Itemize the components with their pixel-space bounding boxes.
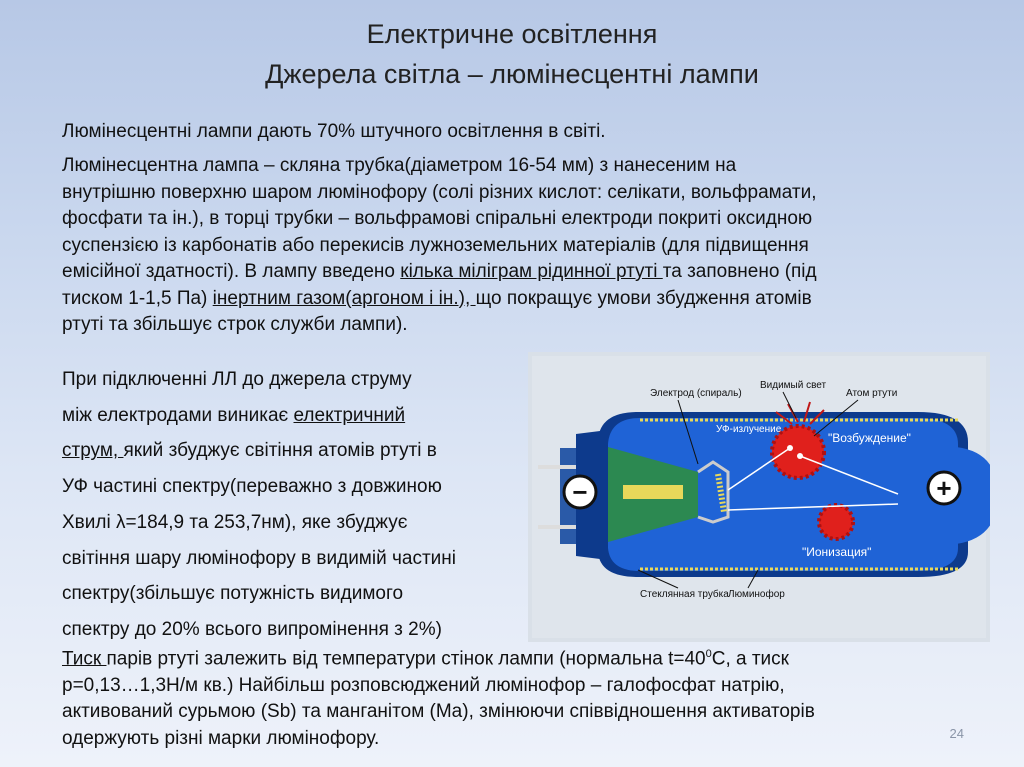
label-excitation: "Возбуждение": [828, 431, 911, 445]
paragraph-line: суспензією із карбонатів або перекисів лужноземельних матеріалів (для підвищення: [62, 234, 809, 256]
paragraph-line: спектру до 20% всього випромінення з 2%): [62, 618, 442, 640]
label-mercury-atom: Атом ртути: [846, 388, 898, 399]
minus-sign: −: [572, 477, 588, 507]
superscript: 0: [705, 648, 712, 660]
page-number: 24: [949, 726, 964, 741]
label-uv-radiation: УФ-излучение: [716, 424, 782, 435]
plus-sign: +: [936, 473, 952, 503]
minus-terminal-icon: [564, 476, 596, 508]
text-segment: C, а тиск: [711, 648, 789, 670]
title-line-1: Електричне освітлення: [366, 19, 658, 49]
plus-terminal-icon: [928, 472, 960, 504]
underlined-text: електричний: [293, 404, 406, 426]
underlined-text: Тиск: [62, 648, 107, 670]
paragraph-line: ртуті та збільшує строк служби лампи).: [62, 314, 408, 335]
fluorescent-lamp-diagram: [528, 352, 990, 642]
text-segment: який збуджує світіння атомів ртуті в: [123, 440, 437, 462]
text-segment: між електродами виникає: [62, 404, 294, 426]
slide-title: [0, 14, 1024, 94]
text-segment: емісійної здатності). В лампу введено: [62, 261, 401, 282]
paragraph-line: Люмінесцентні лампи дають 70% штучного освітлення в світі.: [62, 121, 606, 142]
label-glass-tube: Стеклянная трубка: [640, 589, 729, 600]
paragraph-line: світіння шару люмінофору в видимій частині: [62, 547, 456, 569]
paragraph-line: При підключенні ЛЛ до джерела струму: [62, 369, 412, 390]
text-segment: що покращує умови збудження атомів: [475, 287, 812, 309]
label-visible-light: Видимый свет: [760, 380, 827, 391]
paragraph-line: [62, 259, 817, 286]
paragraph-line: [62, 433, 456, 469]
paragraph-line: УФ частині спектру(переважно з довжиною: [62, 476, 442, 498]
paragraph-line: [62, 286, 817, 313]
text-segment: та заповнено (під: [662, 261, 817, 282]
text-segment: парів ртуті залежить від температури стінок лампи (нормальна t=40: [106, 648, 706, 670]
label-ionization: "Ионизация": [802, 545, 872, 559]
label-phosphor: Люминофор: [728, 589, 785, 600]
paragraph-lamp-description: [62, 153, 817, 339]
text-segment: тиском 1-1,5 Па): [62, 287, 213, 309]
title-line-2: Джерела світла – люмінесцентні лампи: [265, 59, 759, 89]
paragraph-line: Хвилі λ=184,9 та 253,7нм), яке збуджує: [62, 511, 408, 533]
underlined-text: інертним газом(аргоном і ін.),: [212, 287, 476, 309]
underlined-text: кілька мілігрaм рідинної ртуті: [400, 261, 663, 282]
underlined-text: струм,: [62, 440, 124, 462]
paragraph-line: фосфати та ін.), в торці трубки – вольфрамові спіральні електроди покриті оксидною: [62, 208, 813, 229]
paragraph-pressure: [62, 641, 815, 752]
paragraph-line: p=0,13…1,3Н/м кв.) Найбільш розповсюджений люмінофор – галофосфат натрію,: [62, 674, 785, 696]
paragraph-line: [62, 398, 456, 434]
label-electrode: Электрод (спираль): [650, 388, 742, 399]
paragraph-operation: [62, 362, 456, 648]
paragraph-line: внутрішню поверхню шаром люмінофору (солі різних кислот: селікати, вольфрамати,: [62, 181, 817, 203]
paragraph-intro: [62, 119, 606, 146]
paragraph-line: спектру(збільшує потужність видимого: [62, 583, 404, 605]
paragraph-line: активований сурьмою (Sb) та манганітом (Ma), змінюючи співвідношення активаторів: [62, 701, 815, 723]
paragraph-line: [62, 641, 815, 673]
paragraph-line: одержують різні марки люмінофору.: [62, 727, 380, 749]
paragraph-line: Люмінесцентна лампа – скляна трубка(діаметром 16-54 мм) з нанесеним на: [62, 155, 737, 176]
